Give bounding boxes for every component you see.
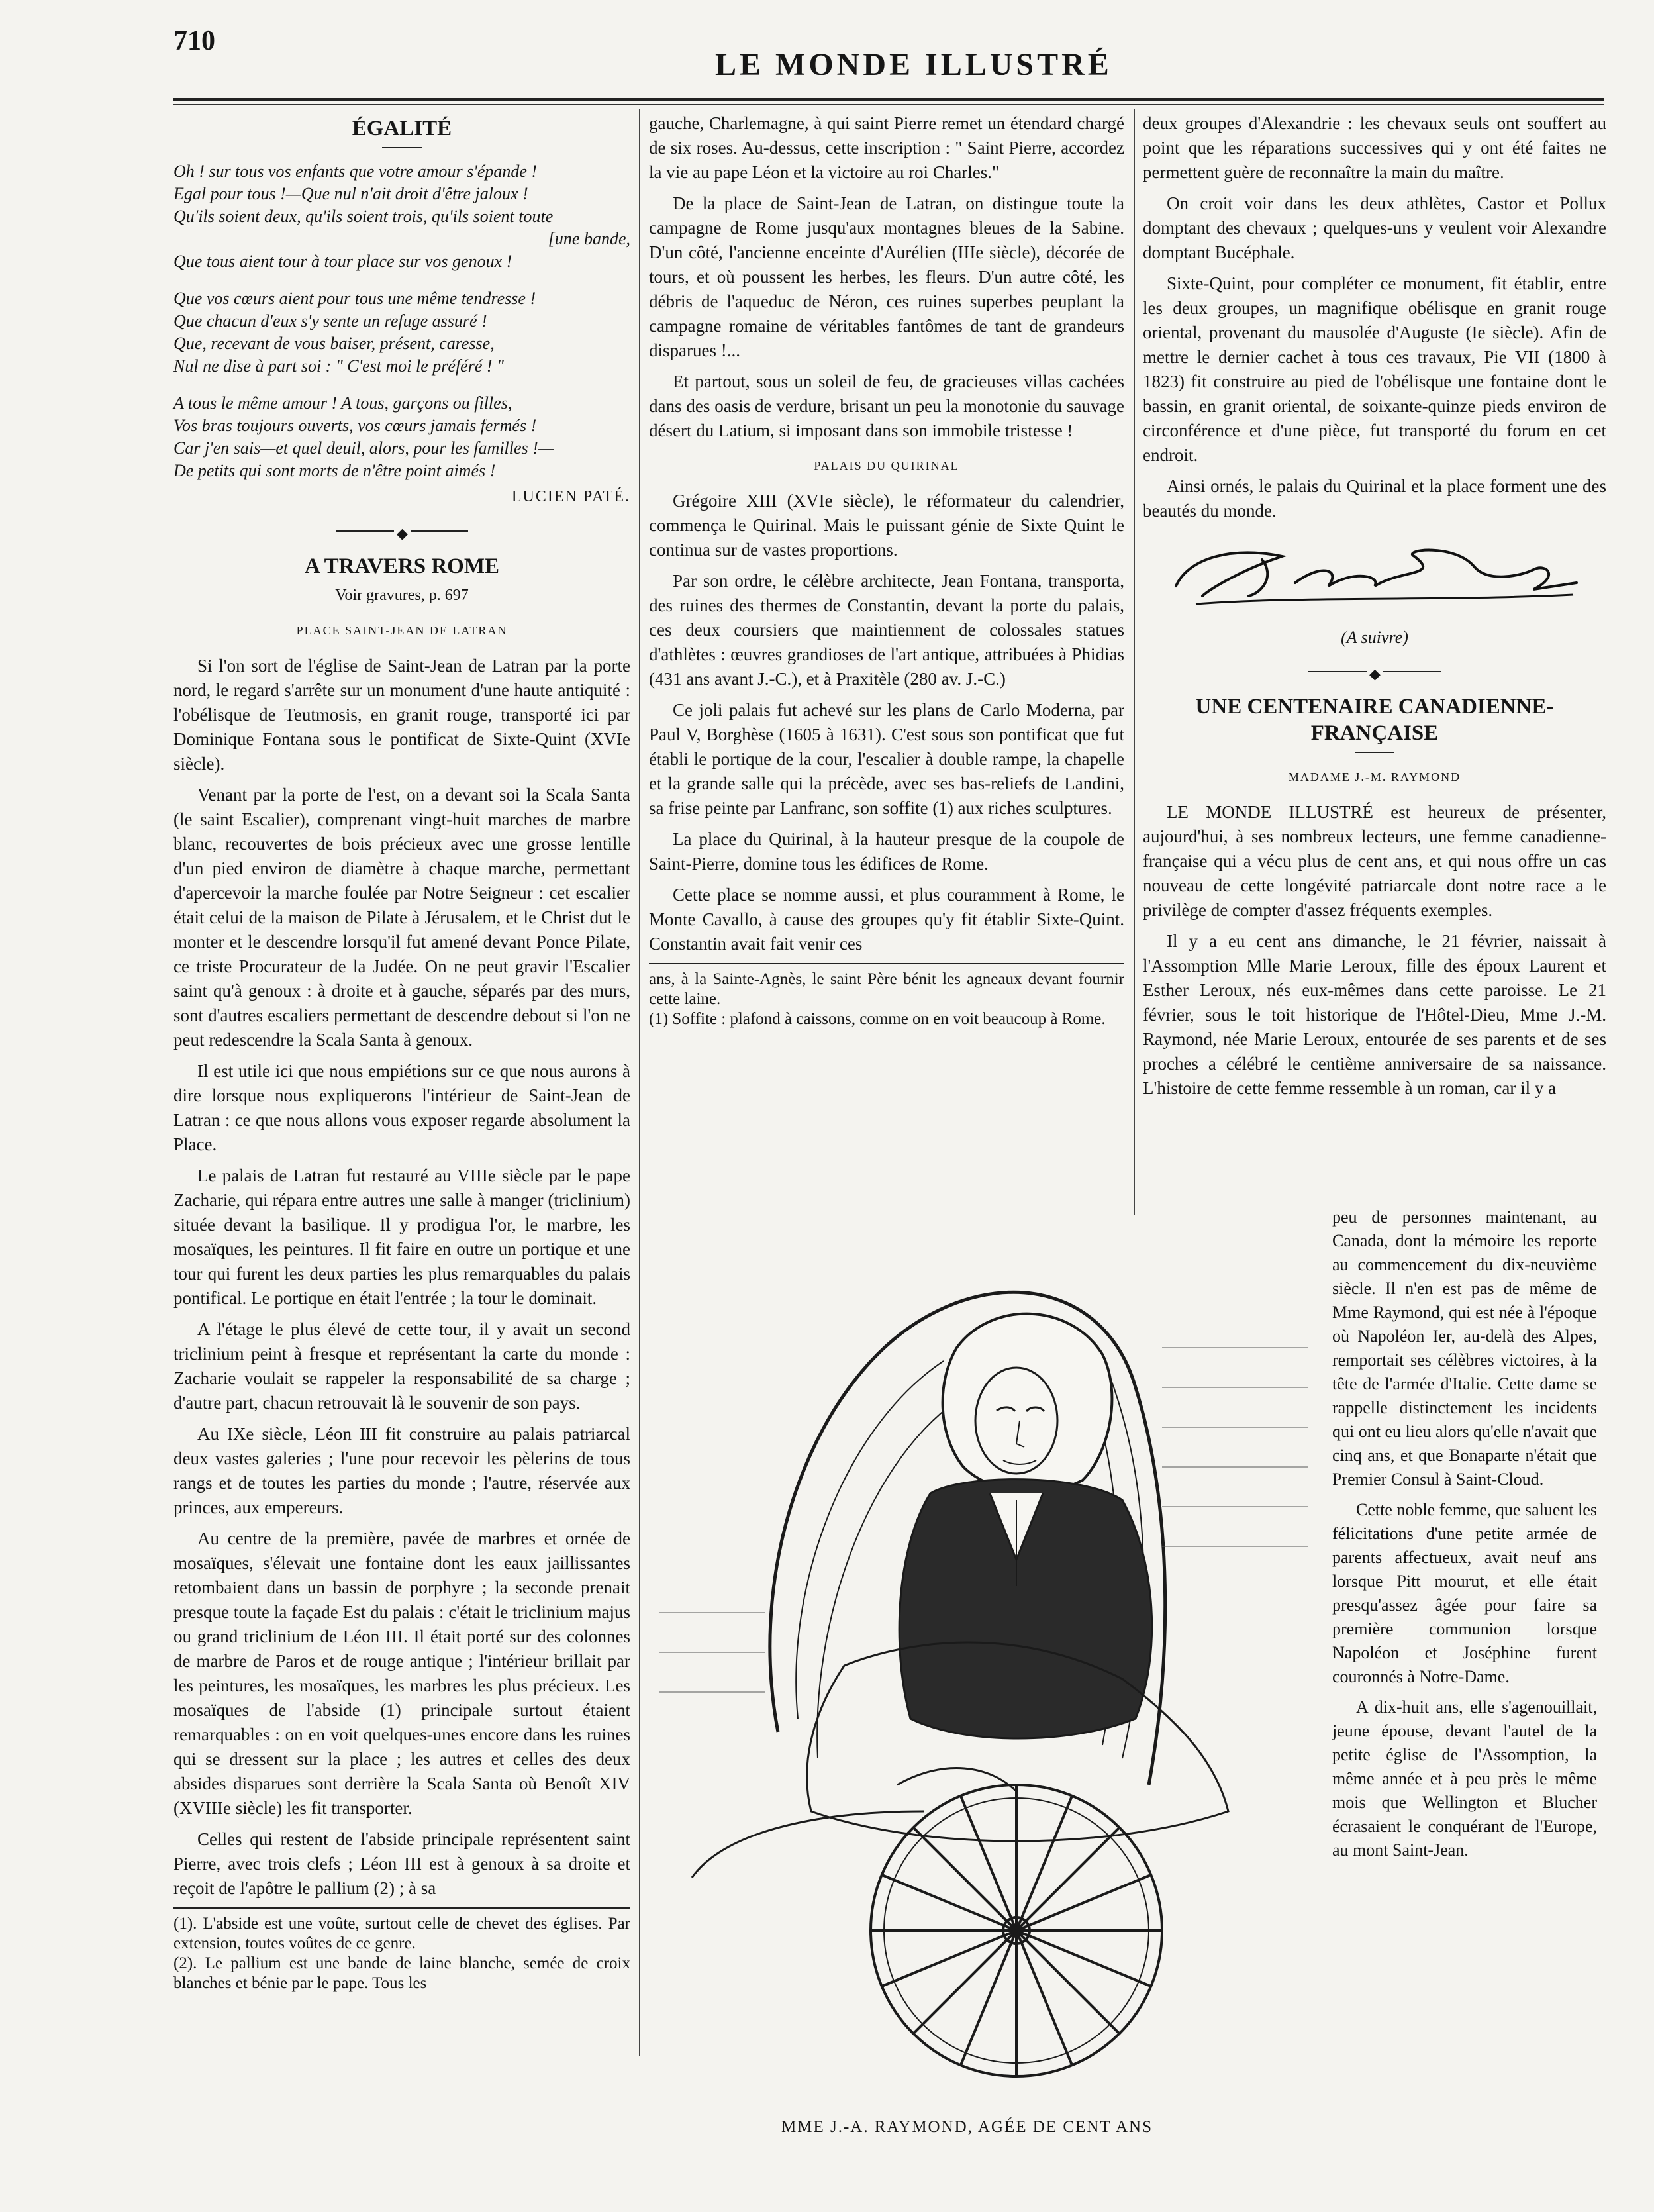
poem-line: Car j'en sais—et quel deuil, alors, pour les familles !— (173, 438, 554, 458)
section-ornament (1308, 667, 1441, 676)
poem-stanza (173, 287, 630, 377)
paragraph: peu de personnes maintenant, au Canada, dont la mémoire les reporte au commencement du dix-neuvième siècle. Il n'en est pas de même de Mme Raymond, qui est née à l'époque où Napoléon Ier, au-delà des Alpes, remportait ses célèbres victoires, à la tête de l'armée d'Italie. Cette dame se rappelle distinctement les incidents qui ont eu lieu alors qu'elle n'avait que cinq ans, et que Bonaparte n'était que Premier Consul à Saint-Cloud. (1332, 1207, 1597, 1489)
footnote: ans, à la Sainte-Agnès, le saint Père bénit les agneaux devant fournir cette laine. (649, 970, 1124, 1008)
paragraph: La place du Quirinal, à la hauteur presque de la coupole de Saint-Pierre, domine tous les édifices de Rome. (649, 829, 1124, 874)
paragraph: Ainsi ornés, le palais du Quirinal et la place forment une des beautés du monde. (1143, 476, 1606, 521)
poem-line: Que vos cœurs aient pour tous une même tendresse ! (173, 289, 536, 308)
article-subtitle: Voir gravures, p. 697 (335, 587, 469, 604)
poem-line: Que, recevant de vous baiser, présent, caresse, (173, 334, 495, 353)
paragraph: deux groupes d'Alexandrie : les chevaux seuls ont souffert au point que les réparations successives qui y ont été faites ne permettent guère de reconnaître la main du maître. (1143, 113, 1606, 182)
article-title: A TRAVERS ROME (304, 554, 500, 578)
paragraph: Cette noble femme, que saluent les félicitations d'une petite armée de parents affectueux, avait neuf ans lorsque Pitt mourut, et elle était presqu'assez âgée pour faire sa première communion lorsque Napoléon et Joséphine furent couronnés à Notre-Dame. (1332, 1500, 1597, 1686)
section-heading: PALAIS DU QUIRINAL (814, 459, 959, 472)
paragraph: Ce joli palais fut achevé sur les plans de Carlo Moderna, par Paul V, Borghèse (1605 à 1631). C'est sous son pontificat que fut établi le portique de la cour, l'escalier à double rampe, la chapelle et la grande salle qui la précède, avec ses bas-reliefs de Landini, sa frise peinte par Lanfranc, son soffite (1) aux riches sculptures. (649, 700, 1124, 818)
section-heading: PLACE SAINT-JEAN DE LATRAN (296, 624, 508, 637)
column-1 (173, 111, 630, 1993)
poem-author: LUCIEN PATÉ. (511, 488, 630, 505)
paragraph: A dix-huit ans, elle s'agenouillait, jeune épouse, devant l'autel de la petite église de l'Assomption, la même année et à peu près le même mois que Wellington et Blucher écrasaient le conquérant de l'Europe, au mont Saint-Jean. (1332, 1697, 1597, 1860)
footnote-rule (173, 1907, 630, 1909)
poem-line: Vos bras toujours ouverts, vos cœurs jamais fermés ! (173, 416, 537, 435)
column-3 (1143, 111, 1606, 1101)
paragraph: Grégoire XIII (XVIe siècle), le réformateur du calendrier, commença le Quirinal. Mais le puissant génie de Sixte Quint le continua sur de vastes proportions. (649, 491, 1124, 560)
paragraph: Il est utile ici que nous empiétions sur ce que nous aurons à dire lorsque nous expliquerons l'intérieur de Saint-Jean de Latran : ce que nous allons vous exposer regarde absolument la Place. (173, 1061, 630, 1154)
paragraph: Le palais de Latran fut restauré au VIIIe siècle par le pape Zacharie, qui répara entre autres une salle à manger (triclinium) située devant la basilique. Il y prodigua l'or, le marbre, les mosaïques, les peintures. Il fit faire en outre un portique et une tour qui furent les deux parties les plus remarquables du palais pontifical. Le portique en était l'entrée ; la tour le dominait. (173, 1166, 630, 1308)
paragraph: Il y a eu cent ans dimanche, le 21 février, naissait à l'Assomption Mlle Marie Leroux, fille des époux Laurent et Esther Leroux, nés eux-mêmes dans cette paroisse. Le 21 février, sous le toit historique de l'Hôtel-Dieu, Mme J.-M. Raymond, née Marie Leroux, entourée de ses parents et de ses proches a célébré le centième anniversaire de sa naissance. L'histoire de cette femme ressemble à un roman, car il y a (1143, 931, 1606, 1098)
paragraph: gauche, Charlemagne, à qui saint Pierre remet un étendard chargé de six roses. Au-dessus, cette inscription : " Saint Pierre, accordez la vie au pape Léon et la victoire au roi Charles." (649, 113, 1124, 182)
poem-line: Egal pour tous !—Que nul n'ait droit d'être jaloux ! (173, 184, 528, 203)
paragraph: Celles qui restent de l'abside principale représentent saint Pierre, avec trois clefs ; Léon III est à genoux à sa droite et reçoit de l'apôtre le pallium (2) ; à sa (173, 1829, 630, 1898)
poem-line: [une bande, (548, 229, 630, 248)
footnote-rule (649, 963, 1124, 964)
poem-stanza (173, 160, 630, 273)
poem-stanza (173, 392, 630, 482)
footnote: (1). L'abside est une voûte, surtout celle de chevet des églises. Par extension, toutes voûtes de ce genre. (173, 1915, 630, 1952)
illustration-caption: MME J.-A. RAYMOND, AGÉE DE CENT ANS (781, 2118, 1153, 2136)
poem-line: Que tous aient tour à tour place sur vos genoux ! (173, 252, 512, 271)
section-heading: MADAME J.-M. RAYMOND (1288, 770, 1461, 783)
paragraph: LE MONDE ILLUSTRÉ est heureux de présenter, aujourd'hui, à ses nombreux lecteurs, une femme canadienne-française qui a vécu plus de cent ans, et qui nous offre un cas nouveau de cette longévité patriarcale dont notre race a le privilège de compter d'assez fréquents exemples. (1143, 802, 1606, 920)
article-title: UNE CENTENAIRE CANADIENNE-FRANÇAISE (1195, 695, 1554, 745)
footnote: (2). Le pallium est une bande de laine blanche, semée de croix blanches et bénie par le pape. Tous les (173, 1954, 630, 1992)
section-ornament (336, 527, 468, 536)
poem-line: A tous le même amour ! A tous, garçons ou filles, (173, 393, 512, 413)
paragraph: Si l'on sort de l'église de Saint-Jean de Latran par la porte nord, le regard s'arrête sur un monument d'une haute antiquité : l'obélisque de Teutmosis, en granit rouge, transporté ici par Dominique Fontana sous le pontificat de Sixte-Quint (XVIe siècle). (173, 656, 630, 774)
title-rule (382, 147, 422, 148)
poem-line: De petits qui sont morts de n'être point aimés ! (173, 461, 496, 480)
column-3-narrow (1332, 1205, 1597, 1869)
title-rule (1355, 752, 1394, 753)
to-follow: (A suivre) (1341, 628, 1408, 647)
paragraph: A l'étage le plus élevé de cette tour, il y avait un second triclinium peint à fresque et représentant la carte du monde : Zacharie voulait se rappeler la responsabilité de sa charge ; d'autre part, chacun retrouvait là le souvenir de son pays. (173, 1319, 630, 1413)
portrait-illustration (646, 1215, 1328, 2103)
poem-line: Que chacun d'eux s'y sente un refuge assuré ! (173, 311, 487, 330)
paragraph: Venant par la porte de l'est, on a devant soi la Scala Santa (le saint Escalier), comprenant vingt-huit marches de marbre blanc, recouvertes de bois précieux avec une grosse lentille d'un pied environ de diamètre à chaque marche, permettant d'apercevoir la marche foulée par Notre Seigneur : cet escalier était celui de la maison de Pilate à Jérusalem, et le Christ dut le monter et le descendre lorsqu'il fut amené devant Ponce Pilate, ce triste Procurateur de la Judée. On ne peut gravir l'Escalier saint qu'à genoux : à droite et à gauche, séparés par des murs, sont d'autres escaliers permettant de descendre debout si l'on ne peut redescendre la Scala Santa à genoux. (173, 785, 630, 1050)
column-2 (649, 111, 1124, 1029)
paragraph: On croit voir dans les deux athlètes, Castor et Pollux domptant des chevaux ; quelques-uns y veulent voir Alexandre domptant Bucéphale. (1143, 193, 1606, 262)
paragraph: Au centre de la première, pavée de marbres et ornée de mosaïques, s'élevait une fontaine dont les eaux jaillissantes retombaient dans un bassin de porphyre ; la seconde prenait presque toute la façade Est du palais : c'était le triclinium majus ou grand triclinium de Léon III. Il était porté sur des colonnes de marbre de Paros et de rouge antique ; l'intérieur brillait par les peintures, les mosaïques, les marbres les plus précieux. Les mosaïques de l'abside (1) principale surtout étaient remarquables : on en voit quelques-unes encore dans les ruines qui se dressent sur la place ; les autres et celles des deux absides disparues sont derrière la Scala Santa où Benoît XIV (XVIIIe siècle) les fit transporter. (173, 1529, 630, 1818)
signature-icon (1163, 530, 1586, 616)
masthead: LE MONDE ILLUSTRÉ (715, 47, 1112, 82)
paragraph: De la place de Saint-Jean de Latran, on distingue toute la campagne de Rome jusqu'aux montagnes bleues de la Sabine. D'un côté, l'ancienne enceinte d'Aurélien (IIIe siècle), décorée de tours, et où poussent les herbes, les fleurs. D'un autre côté, les débris de l'aqueduc de Néron, ces ruines superbes peuplant la campagne romaine de véritables fantômes de tant de grandeurs disparues !... (649, 193, 1124, 360)
poem-line: Oh ! sur tous vos enfants que votre amour s'épande ! (173, 162, 538, 181)
author-signature (1143, 530, 1606, 623)
portrait-engraving-icon (646, 1215, 1328, 2103)
paragraph: Sixte-Quint, pour compléter ce monument, fit établir, entre les deux groupes, un magnifique obélisque en granit rouge oriental, provenant du mausolée d'Auguste (Ie siècle). Afin de mettre le dernier cachet à tous ces travaux, Pie VII (1800 à 1823) fit construire au pied de l'obélisque une fontaine dont le bassin, en granit oriental, de soixante-quinze pieds environ de circonférence et d'une pièce, fut transporté du forum en cet endroit. (1143, 274, 1606, 465)
paragraph: Au IXe siècle, Léon III fit construire au palais patriarcal deux vastes galeries ; l'une pour recevoir les pèlerins de tous rangs et de toutes les parties du monde ; l'autre, réservée aux princes, aux empereurs. (173, 1424, 630, 1517)
header-rule-thin (173, 104, 1604, 105)
paragraph: Par son ordre, le célèbre architecte, Jean Fontana, transporta, des ruines des thermes de Constantin, devant la porte du palais, ces deux coursiers que maintiennent de colossales statues d'athlètes : œuvres grandioses de l'art antique, attribuées à Phidias (431 ans avant J.-C.), et à Praxitèle (280 av. J.-C.) (649, 571, 1124, 689)
poem-line: Nul ne dise à part soi : " C'est moi le préféré ! " (173, 356, 504, 376)
poem-title: ÉGALITÉ (352, 117, 452, 140)
page-number: 710 (173, 26, 215, 56)
paragraph: Cette place se nomme aussi, et plus couramment à Rome, le Monte Cavallo, à cause des groupes qu'y fit établir Sixte-Quint. Constantin avait fait venir ces (649, 885, 1124, 954)
paragraph: Et partout, sous un soleil de feu, de gracieuses villas cachées dans des oasis de verdure, brisant un peu la monotonie du sauvage désert du Latium, si imposant dans son immobile tristesse ! (649, 372, 1124, 440)
header-rule (173, 98, 1604, 101)
poem-line: Qu'ils soient deux, qu'ils soient trois, qu'ils soient toute (173, 207, 554, 226)
footnote: (1) Soffite : plafond à caissons, comme on en voit beaucoup à Rome. (649, 1010, 1106, 1028)
column-rule (639, 109, 640, 2056)
column-rule (1134, 109, 1135, 1215)
